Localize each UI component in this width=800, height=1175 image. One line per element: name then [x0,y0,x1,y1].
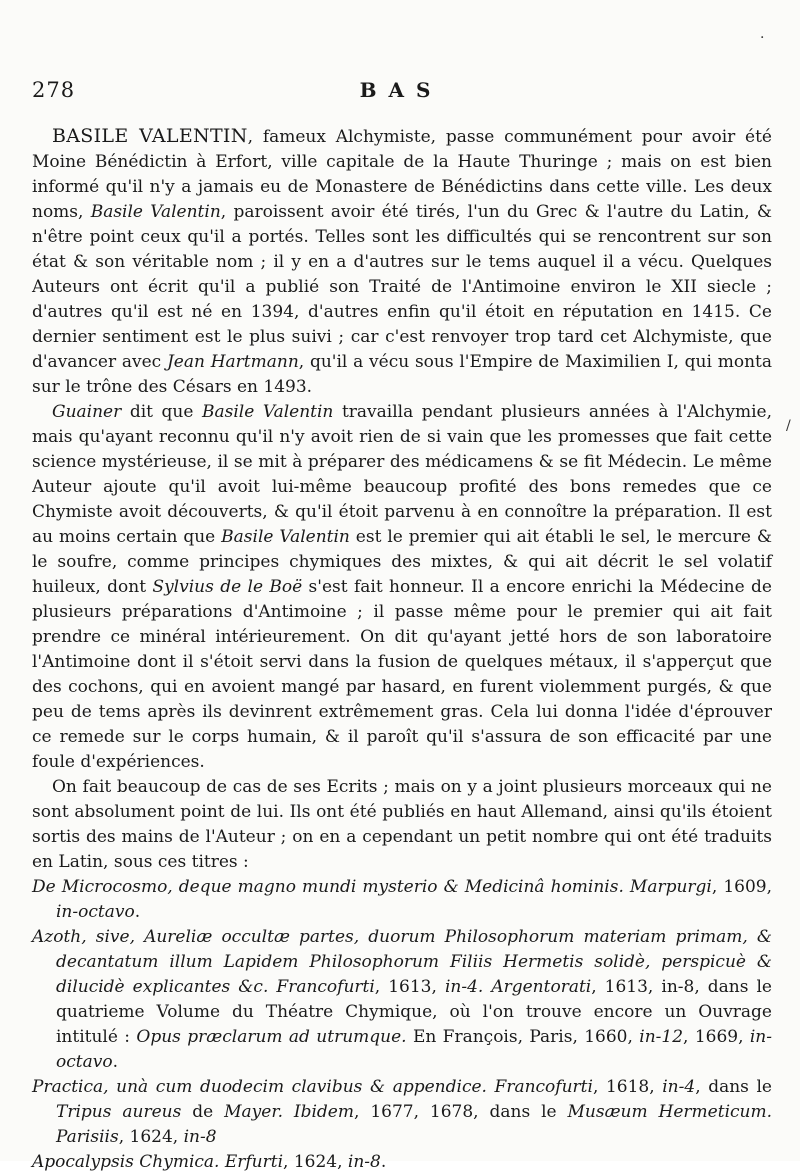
margin-speck: · [760,30,765,46]
work-title-4: Apocalypsis Chymica. Erfurti, 1624, in-8. [32,1152,387,1172]
page-number: 278 [32,78,76,102]
page-header [32,78,770,108]
running-head: BAS [359,78,443,102]
entry-paragraph-2: Guainer dit que Basile Valentin travailla pendant plusieurs années à l'Alchymie, mais qu'ayant reconnu qu'il n'y avoit rien de si vain que les promesses que fait cette science mystérieuse, il se mit à préparer des médicamens & se fit Médecin. Le même Auteur ajoute qu'il avoit lui-même beaucoup profité des bons remedes que ce Chymiste avoit découverts, & qu'il étoit parvenu à en connoître la préparation. Il est au moins certain que Basile Valentin est le premier qui ait établi le sel, le mercure & le soufre, comme principes chymiques des mixtes, & qui ait décrit le sel volatif huileux, dont Sylvius de le Boë s'est fait honneur. Il a encore enrichi la Médecine de plusieurs préparations d'Antimoine ; il passe même pour le premier qui ait fait prendre ce minéral intérieurement. On dit qu'ayant jetté hors de son laboratoire l'Antimoine dont il s'étoit servi dans la fusion de quelques métaux, il s'apperçut que des cochons, qui en avoient mangé par hasard, en furent violemment purgés, & que peu de tems après ils devinrent extrêmement gras. Cela lui donna l'idée d'éprouver ce remede sur le corps humain, & il paroît qu'il s'assura de son efficacité par une foule d'expériences. [32,402,772,772]
entry-paragraph-3: On fait beaucoup de cas de ses Ecrits ; mais on y a joint plusieurs morceaux qui ne sont absolument point de lui. Ils ont été publiés en haut Allemand, ainsi qu'ils étoient sortis des mains de l'Auteur ; on en a cependant un petit nombre qui ont été traduits en Latin, sous ces titres : [32,777,772,872]
entry-paragraph-1: BASILE VALENTIN, fameux Alchymiste, passe communément pour avoir été Moine Bénédictin à Erfort, ville capitale de la Haute Thuringe ; mais on est bien informé qu'il n'y a jamais eu de Monastere de Bénédictins dans cette ville. Les deux noms, Basile Valentin, paroissent avoir été tirés, l'un du Grec & l'autre du Latin, & n'être point ceux qu'il a portés. Telles sont les difficultés qui se rencontrent sur son état & son véritable nom ; il y en a d'autres sur le tems auquel il a vécu. Quelques Auteurs ont écrit qu'il a publié son Traité de l'Antimoine environ le XII siecle ; d'autres qu'il est né en 1394, d'autres enfin qu'il étoit en réputation en 1415. Ce dernier sentiment est le plus suivi ; car c'est renvoyer trop tard cet Alchymiste, que d'avancer avec Jean Hartmann, qu'il a vécu sous l'Empire de Maximilien I, qui monta sur le trône des Césars en 1493. [32,125,772,397]
name-italic: Basile Valentin [90,202,221,222]
dictionary-entry [32,124,772,1175]
work-title-1: De Microcosmo, deque magno mundi mysterio & Medicinâ hominis. Marpurgi, 1609, in-octavo. [32,877,772,922]
margin-speck: / [786,418,791,434]
name-italic: Guainer [52,402,122,422]
name-italic: Jean Hartmann [166,352,299,372]
name-italic: Basile Valentin [221,527,350,547]
name-italic: Sylvius de le Boë [152,577,303,597]
work-title-3: Practica, unà cum duodecim clavibus & appendice. Francofurti, 1618, in-4, dans le Tripus aureus de Mayer. Ibidem, 1677, 1678, dans le Musæum Hermeticum. Parisiis, 1624, in-8 [32,1077,772,1147]
entry-headword: BASILE VALENTIN [52,125,248,147]
name-italic: Basile Valentin [202,402,334,422]
work-title-2: Azoth, sive, Aureliæ occultæ partes, duorum Philosophorum materiam primam, & decantatum illum Lapidem Philosophorum Filiis Hermetis solidè, perspicuè & dilucidè explicantes &c. Francofurti, 1613, in-4. Argentorati, 1613, in-8, dans le quatrieme Volume du Théatre Chymique, où l'on trouve encore un Ouvrage intitulé : Opus præclarum ad utrumque. En François, Paris, 1660, in-12, 1669, in-octavo. [32,927,772,1072]
